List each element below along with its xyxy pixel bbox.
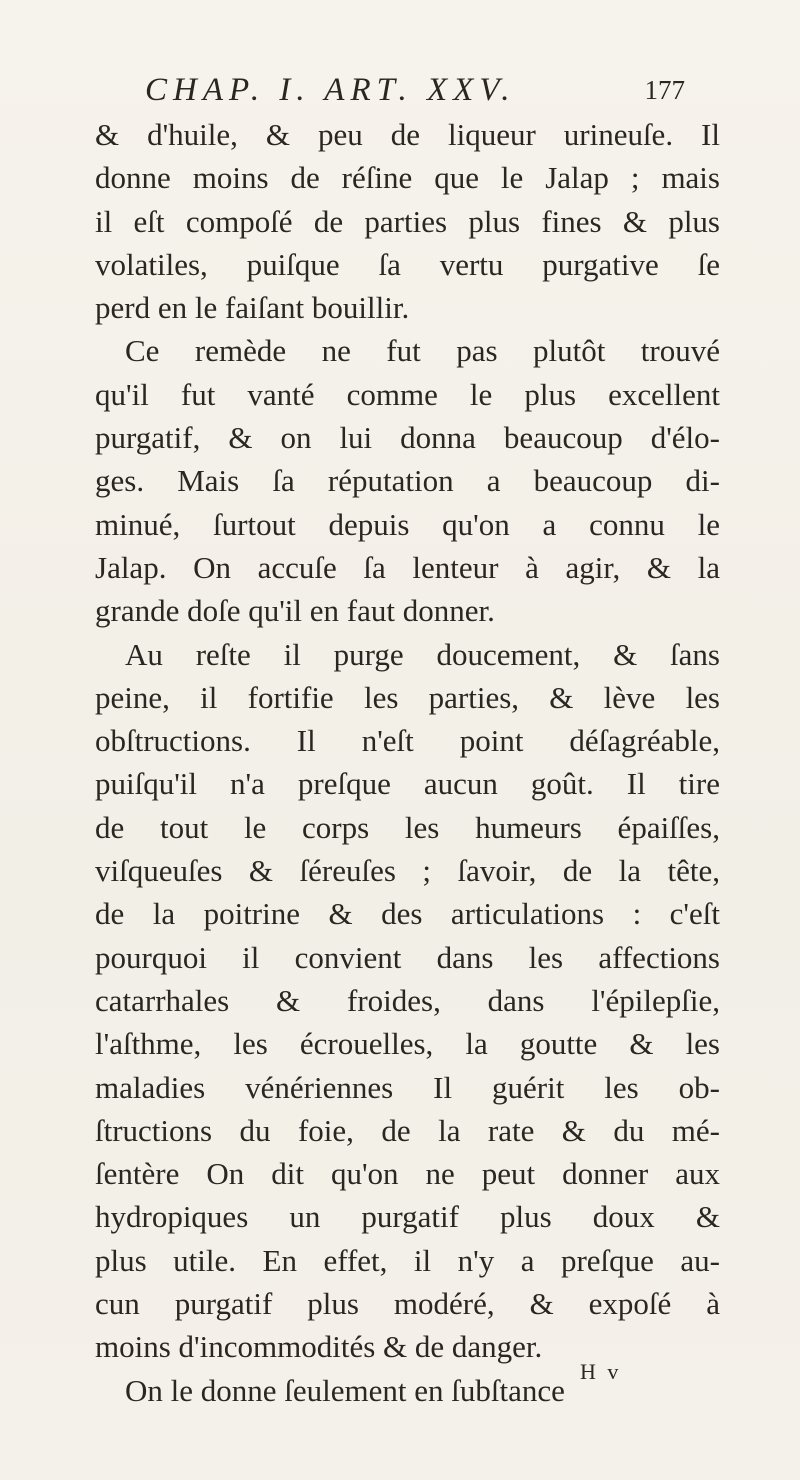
text-line: pourquoi il convient dans les affections bbox=[95, 939, 720, 975]
signature-mark: H v bbox=[580, 1359, 622, 1384]
text-line: volatiles, puiſque ſa vertu purgative ſe bbox=[95, 246, 720, 282]
text-line: maladies vénériennes Il guérit les ob- bbox=[95, 1069, 720, 1105]
text-line: plus utile. En effet, il n'y a preſque au- bbox=[95, 1242, 720, 1278]
text-line: peine, il fortifie les parties, & lève les bbox=[95, 679, 720, 715]
body-text bbox=[95, 113, 720, 1412]
text-line: il eſt compoſé de parties plus fines & plus bbox=[95, 203, 720, 239]
text-line: Jalap. On accuſe ſa lenteur à agir, & la bbox=[95, 549, 720, 585]
page-header bbox=[145, 70, 685, 110]
text-line: ges. Mais ſa réputation a beaucoup di- bbox=[95, 463, 720, 499]
text-line: ſtructions du foie, de la rate & du mé- bbox=[95, 1112, 720, 1148]
paragraph-start-line: Ce remède ne fut pas plutôt trouvé bbox=[125, 333, 720, 369]
paragraph-start-line: On le donne ſeulement en ſubſtance bbox=[125, 1372, 565, 1408]
text-line: de tout le corps les humeurs épaiſſes, bbox=[95, 809, 720, 845]
text-line: moins d'incommodités & de danger. bbox=[95, 1329, 543, 1365]
text-line: de la poitrine & des articulations : c'eſt bbox=[95, 896, 720, 932]
text-line: obſtructions. Il n'eſt point déſagréable, bbox=[95, 723, 720, 759]
text-line: grande doſe qu'il en faut donner. bbox=[95, 593, 495, 629]
text-line: donne moins de réſine que le Jalap ; mais bbox=[95, 160, 720, 196]
paragraph-start-line: Au reſte il purge doucement, & ſans bbox=[125, 636, 720, 672]
text-line: purgatif, & on lui donna beaucoup d'élo- bbox=[95, 420, 720, 456]
text-line: minué, ſurtout depuis qu'on a connu le bbox=[95, 506, 720, 542]
text-line: & d'huile, & peu de liqueur urineuſe. Il bbox=[95, 117, 720, 152]
text-line: qu'il fut vanté comme le plus excellent bbox=[95, 376, 720, 412]
running-head: CHAP. I. ART. XXV. bbox=[145, 72, 516, 108]
text-line: cun purgatif plus modéré, & expoſé à bbox=[95, 1286, 720, 1322]
page-number: 177 bbox=[644, 75, 685, 105]
text-line: ſentère On dit qu'on ne peut donner aux bbox=[95, 1156, 720, 1192]
text-line: catarrhales & froides, dans l'épilepſie, bbox=[95, 982, 720, 1018]
text-line: l'aſthme, les écrouelles, la goutte & les bbox=[95, 1026, 720, 1062]
text-line: viſqueuſes & ſéreuſes ; ſavoir, de la tête, bbox=[95, 853, 720, 889]
text-line: perd en le faiſant bouillir. bbox=[95, 290, 410, 326]
text-line: puiſqu'il n'a preſque aucun goût. Il tire bbox=[95, 766, 720, 802]
text-line: hydropiques un purgatif plus doux & bbox=[95, 1199, 720, 1235]
